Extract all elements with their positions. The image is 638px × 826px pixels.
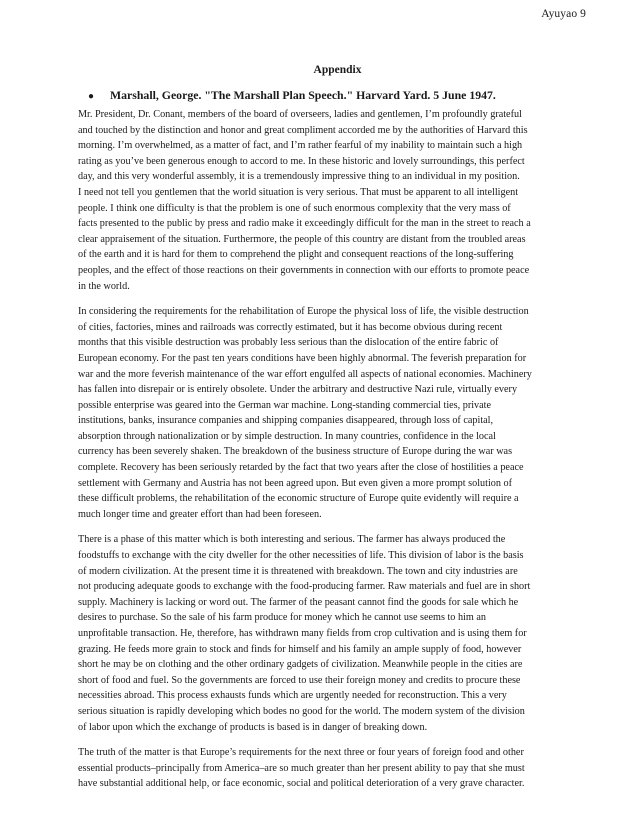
page-number-header: Ayuyao 9 [541, 8, 586, 20]
citation-line [78, 88, 573, 103]
speech-paragraph-3: There is a phase of this matter which is both interesting and serious. The farmer has always produced the foodstuffs to exchange with the city dweller for the other necessities of life. This division of labor is the basis of modern civilization. At the present time it is threatened with breakdown. The town and city industries are not producing adequate goods to exchange with the food-producing farmer. Raw materials and fuel are in short supply. Machinery is lacking or word out. The farmer of the peasant cannot find the goods for sale which he desires to purchase. So the sale of his farm produce for money which he cannot use seems to him an unprofitable transaction. He, therefore, has withdrawn many fields from crop cultivation and is using them for grazing. He feeds more grain to stock and finds for himself and his family an ample supply of food, however short he may be on clothing and the other ordinary gadgets of civilization. Meanwhile people in the cities are short of food and fuel. So the governments are forced to use their foreign money and credits to procure these necessities abroad. This process exhausts funds which are urgently needed for reconstruction. This a very serious situation is rapidly developing which bodes no good for the world. The modern system of the division of labor upon which the exchange of products is based is in danger of breaking down. [78, 534, 531, 733]
speech-paragraph-4: The truth of the matter is that Europe’s requirements for the next three or four years of foreign food and other essential products–principally from America–are so much greater than her present ability to pay that she must have substantial additional help, or face economic, social and political deterioration of a very grave character. [78, 747, 525, 790]
document-body [78, 64, 573, 792]
speech-paragraph-2: In considering the requirements for the rehabilitation of Europe the physical loss of life, the visible destruction of cities, factories, mines and railroads was correctly estimated, but it has become obvious during recent months that this visible destruction was probably less serious than the dislocation of the entire fabric of European economy. For the past ten years conditions have been highly abnormal. The feverish preparation for war and the more feverish maintenance of the war effort engulfed all aspects of national economies. Machinery has fallen into disrepair or is entirely obsolete. Under the arbitrary and destructive Nazi rule, virtually every possible enterprise was geared into the German war machine. Long-standing commercial ties, private institutions, banks, insurance companies and shipping companies disappeared, through loss of capital, absorption through nationalization or by simple destruction. In many countries, confidence in the local currency has been severely shaken. The breakdown of the business structure of Europe during the war was complete. Recovery has been seriously retarded by the fact that two years after the close of hostilities a peace settlement with Germany and Austria has not been agreed upon. But even given a more prompt solution of these difficult problems, the rehabilitation of the economic structure of Europe quite evidently will require a much longer time and greater effort than had been foreseen. [78, 306, 532, 520]
speech-paragraph-1: Mr. President, Dr. Conant, members of the board of overseers, ladies and gentlemen, I’m profoundly grateful and touched by the distinction and honor and great compliment accorded me by the authorities of Harvard this morning. I’m overwhelmed, as a matter of fact, and I’m rather fearful of my inability to maintain such a high rating as you’ve been generous enough to accord to me. In these historic and lovely surroundings, this perfect day, and this very wonderful assembly, it is a tremendously impressive thing to an individual in my position. I need not tell you gentlemen that the world situation is very serious. That must be apparent to all intelligent people. I think one difficulty is that the problem is one of such enormous complexity that the very mass of facts presented to the public by press and radio make it exceedingly difficult for the man in the street to reach a clear appraisement of the situation. Furthermore, the people of this country are distant from the troubled areas of the earth and it is hard for them to comprehend the plight and consequent reactions of the long-suffering peoples, and the effect of those reactions on their governments in connection with our efforts to promote peace in the world. [78, 109, 531, 292]
appendix-title: Appendix [313, 64, 362, 76]
bullet-icon: ● [88, 91, 95, 102]
citation-text: Marshall, George. "The Marshall Plan Speech." Harvard Yard. 5 June 1947. [110, 88, 496, 102]
